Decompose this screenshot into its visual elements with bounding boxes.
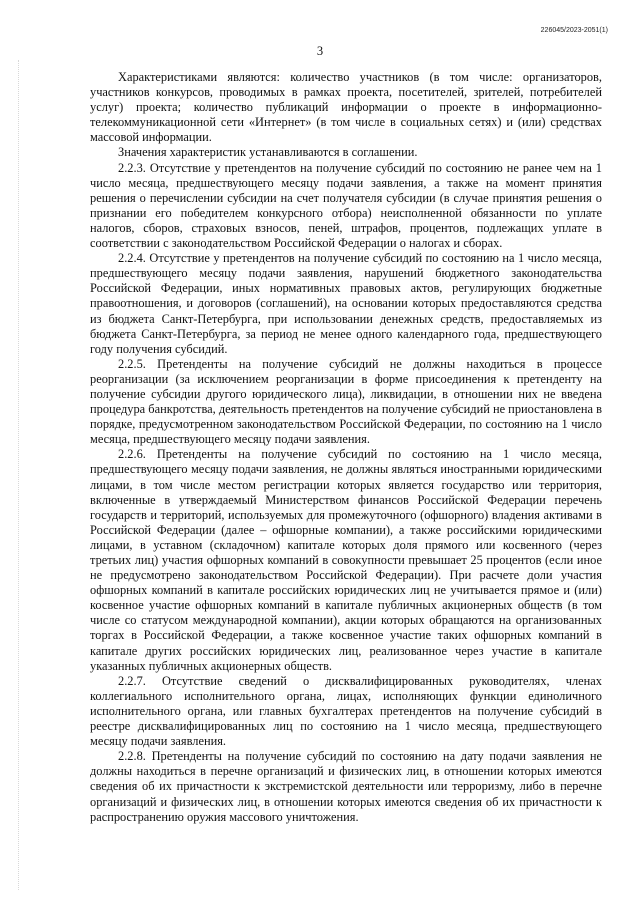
scan-edge-mark bbox=[18, 60, 21, 890]
paragraph-characteristics: Характеристиками являются: количество участников (в том числе: организаторов, участников конкурсов, проводимых в рамках проекта, посетителей, зрителей, потребителей услуг) проекта; количество публикаций информации о проекте в информационно-телекоммуникационной сети «Интернет» (в том числе в социальных сетях) и (или) средствах массовой информации. bbox=[90, 70, 602, 145]
document-body bbox=[90, 70, 602, 825]
paragraph-2-2-6: 2.2.6. Претенденты на получение субсидий по состоянию на 1 число месяца, предшествующего месяцу подачи заявления, не должны являться иностранными юридическими лицами, в том числе местом регистрации которых является государство или территория, включенные в утверждаемый Министерством финансов Российской Федерации перечень государств и территорий, используемых для промежуточного (офшорного) владения активами в Российской Федерации (далее – офшорные компании), а также российскими юридическими лицами, в уставном (складочном) капитале которых доля прямого или косвенного (через третьих лиц) участия офшорных компаний в совокупности превышает 25 процентов (если иное не предусмотрено законодательством Российской Федерации). При расчете доли участия офшорных компаний в капитале российских юридических лиц не учитывается прямое и (или) косвенное участие офшорных компаний в капитале публичных акционерных обществ (в том числе со статусом международной компании), акции которых обращаются на организованных торгах в Российской Федерации, а также косвенное участие таких офшорных компаний в капитале других российских юридических лиц, реализованное через участие в капитале указанных публичных акционерных обществ. bbox=[90, 447, 602, 673]
paragraph-2-2-3: 2.2.3. Отсутствие у претендентов на получение субсидий по состоянию не ранее чем на 1 число месяца, предшествующего месяцу подачи заявления, а также на момент принятия решения о перечислении субсидии на счет получателя субсидии (в случае принятия решения о признании его победителем конкурсного отбора) неисполненной обязанности по уплате налогов, сборов, страховых взносов, пеней, штрафов, процентов, подлежащих уплате в соответствии с законодательством Российской Федерации о налогах и сборах. bbox=[90, 160, 602, 251]
paragraph-2-2-8: 2.2.8. Претенденты на получение субсидий по состоянию на дату подачи заявления не должны находиться в перечне организаций и физических лиц, в отношении которых имеются сведения об их причастности к экстремистской деятельности или терроризму, либо в перечне организаций и физических лиц, в отношении которых имеются сведения об их причастности к распространению оружия массового уничтожения. bbox=[90, 749, 602, 824]
document-id: 226045/2023-2051(1) bbox=[540, 27, 608, 34]
page-number: 3 bbox=[316, 44, 324, 58]
paragraph-values: Значения характеристик устанавливаются в соглашении. bbox=[118, 145, 418, 160]
paragraph-2-2-4: 2.2.4. Отсутствие у претендентов на получение субсидий по состоянию на 1 число месяца, предшествующего месяцу подачи заявления, нарушений бюджетного законодательства Российской Федерации, иных нормативных правовых актов, регулирующих бюджетные правоотношения, и договоров (соглашений), на основании которых предоставляются средства из бюджета Санкт-Петербурга, при использовании денежных средств, предоставляемых из бюджета Санкт-Петербурга, за период не менее одного календарного года, предшествующего году получения субсидий. bbox=[90, 251, 602, 356]
paragraph-2-2-5: 2.2.5. Претенденты на получение субсидий не должны находиться в процессе реорганизации (за исключением реорганизации в форме присоединения к претенденту на получение субсидии другого юридического лица), ликвидации, в отношении них не введена процедура банкротства, деятельность претендентов на получение субсидий не приостановлена в порядке, предусмотренном законодательством Российской Федерации, по состоянию на 1 число месяца, предшествующего месяцу подачи заявления. bbox=[90, 356, 602, 447]
paragraph-2-2-7: 2.2.7. Отсутствие сведений о дисквалифицированных руководителях, членах коллегиального исполнительного органа, лицах, исполняющих функции единоличного исполнительного органа, или главных бухгалтерах претендентов на получение субсидий в реестре дисквалифицированных лиц по состоянию на 1 число месяца, предшествующего месяцу подачи заявления. bbox=[90, 673, 602, 749]
